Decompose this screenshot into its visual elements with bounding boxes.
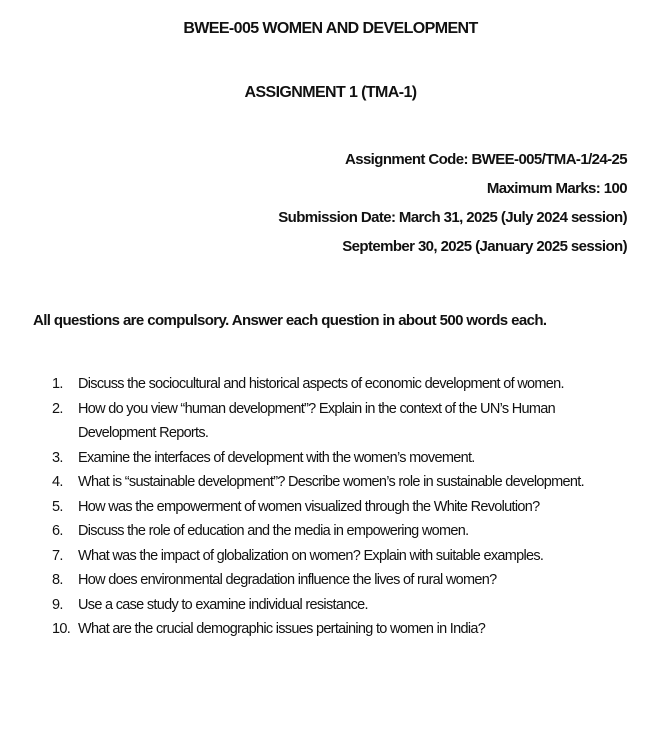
list-item [52,446,612,471]
question-text: How does environmental degradation influence the lives of rural women? [78,572,497,588]
list-item [52,519,612,544]
question-number: 10. [52,621,71,637]
question-text: How do you view “human development”? Explain in the context of the UN’s Human Development Reports. [78,400,555,441]
list-item [52,372,612,397]
question-text: How was the empowerment of women visualized through the White Revolution? [78,498,540,515]
question-number: 6. [52,523,63,539]
question-number: 3. [52,449,63,466]
assignment-meta [278,145,627,261]
submission-date: Submission Date: March 31, 2025 (July 2024 session) [278,209,627,226]
assignment-code: Assignment Code: BWEE-005/TMA-1/24-25 [344,151,627,168]
question-text: Discuss the role of education and the media in empowering women. [78,523,469,539]
question-number: 5. [52,498,63,515]
question-number: 1. [52,376,63,392]
question-number: 9. [52,596,63,613]
question-number: 7. [52,547,63,564]
list-item [52,593,612,618]
question-text: What are the crucial demographic issues pertaining to women in India? [78,621,486,637]
question-text: Use a case study to examine individual resistance. [78,596,368,613]
submission-date-second: September 30, 2025 (January 2025 session) [342,238,627,255]
list-item [52,470,612,495]
list-item [52,617,612,642]
question-text: Discuss the sociocultural and historical aspects of economic development of women. [78,376,564,392]
list-item [52,495,612,520]
assignment-subtitle: ASSIGNMENT 1 (TMA-1) [244,84,417,101]
list-item [52,397,612,446]
question-text: What was the impact of globalization on women? Explain with suitable examples. [78,547,544,564]
question-text: Examine the interfaces of development with the women’s movement. [78,449,475,466]
question-list [52,372,612,642]
list-item [52,568,612,593]
question-number: 2. [52,400,63,417]
instructions: All questions are compulsory. Answer each question in about 500 words each. [33,312,547,329]
question-number: 8. [52,572,63,588]
document-title: BWEE-005 WOMEN AND DEVELOPMENT [183,20,478,37]
question-text: What is “sustainable development”? Describe women’s role in sustainable development. [78,474,584,490]
list-item [52,544,612,569]
maximum-marks: Maximum Marks: 100 [486,180,627,197]
question-number: 4. [52,474,63,490]
